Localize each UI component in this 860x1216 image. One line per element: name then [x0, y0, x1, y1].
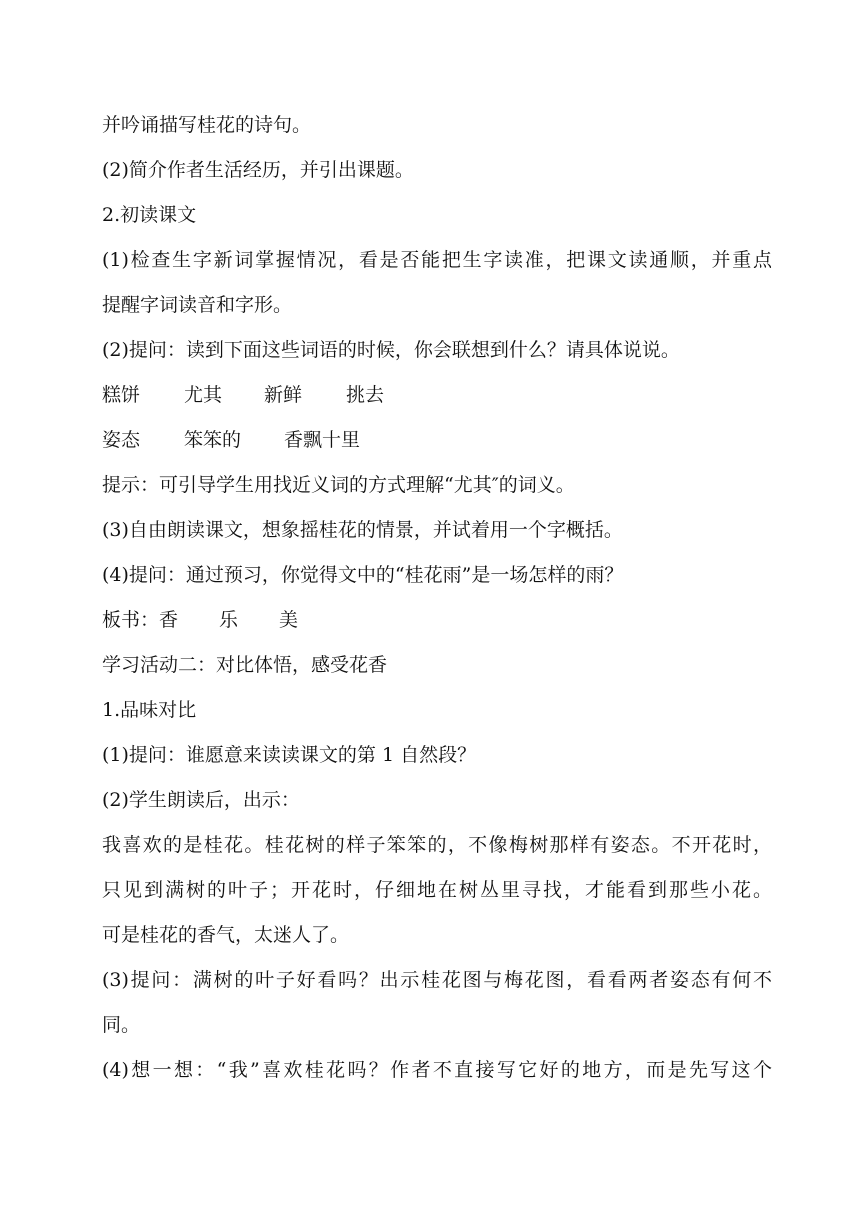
paragraph-line: 同。: [102, 1014, 141, 1036]
paragraph-line: (3)自由朗读课文，想象摇桂花的情景，并试着用一个字概括。: [102, 519, 623, 541]
paragraph-line: (2)学生朗读后，出示：: [102, 789, 300, 811]
vocabulary-word: 尤其: [184, 384, 223, 406]
quoted-text-line: 我喜欢的是桂花。桂花树的样子笨笨的，不像梅树那样有姿态。不开花时，: [102, 834, 772, 856]
paragraph-line: (4)想一想：“我”喜欢桂花吗？作者不直接写它好的地方，而是先写这个: [102, 1059, 772, 1081]
vocabulary-word: 新鲜: [264, 384, 303, 406]
paragraph-line: (2)提问：读到下面这些词语的时候，你会联想到什么？请具体说说。: [102, 339, 680, 361]
document-body: [102, 113, 772, 1103]
paragraph-line: 并吟诵描写桂花的诗句。: [102, 114, 312, 136]
board-writing-row: [102, 608, 772, 653]
vocabulary-row: [102, 428, 772, 473]
vocabulary-word: 笨笨的: [184, 429, 242, 451]
paragraph-line: (3)提问：满树的叶子好看吗？出示桂花图与梅花图，看看两者姿态有何不: [102, 969, 772, 991]
vocabulary-row: [102, 383, 772, 428]
paragraph-line: 提醒字词读音和字形。: [102, 294, 293, 316]
board-item: 美: [279, 609, 299, 631]
section-heading: 学习活动二：对比体悟，感受花香: [102, 654, 388, 676]
board-label: 板书：: [102, 609, 160, 631]
paragraph-line: (1)检查生字新词掌握情况，看是否能把生字读准，把课文读通顺，并重点: [102, 249, 772, 271]
board-item: 香: [159, 609, 179, 631]
paragraph-line: (4)提问：通过预习，你觉得文中的“桂花雨”是一场怎样的雨？: [102, 564, 624, 586]
vocabulary-word: 挑去: [346, 384, 385, 406]
vocabulary-word: 姿态: [102, 429, 141, 451]
board-item: 乐: [219, 609, 239, 631]
vocabulary-word: 香飘十里: [284, 429, 361, 451]
vocabulary-word: 糕饼: [102, 384, 141, 406]
quoted-text-line: 只见到满树的叶子；开花时，仔细地在树丛里寻找，才能看到那些小花。: [102, 879, 772, 901]
section-heading: 1.品味对比: [102, 699, 197, 721]
paragraph-line: (2)简介作者生活经历，并引出课题。: [102, 159, 414, 181]
paragraph-line: 提示：可引导学生用找近义词的方式理解“尤其″的词义。: [102, 474, 575, 496]
section-heading: 2.初读课文: [102, 204, 197, 226]
paragraph-line: (1)提问：谁愿意来读读课文的第 1 自然段？: [102, 744, 477, 766]
quoted-text-line: 可是桂花的香气，太迷人了。: [102, 924, 350, 946]
